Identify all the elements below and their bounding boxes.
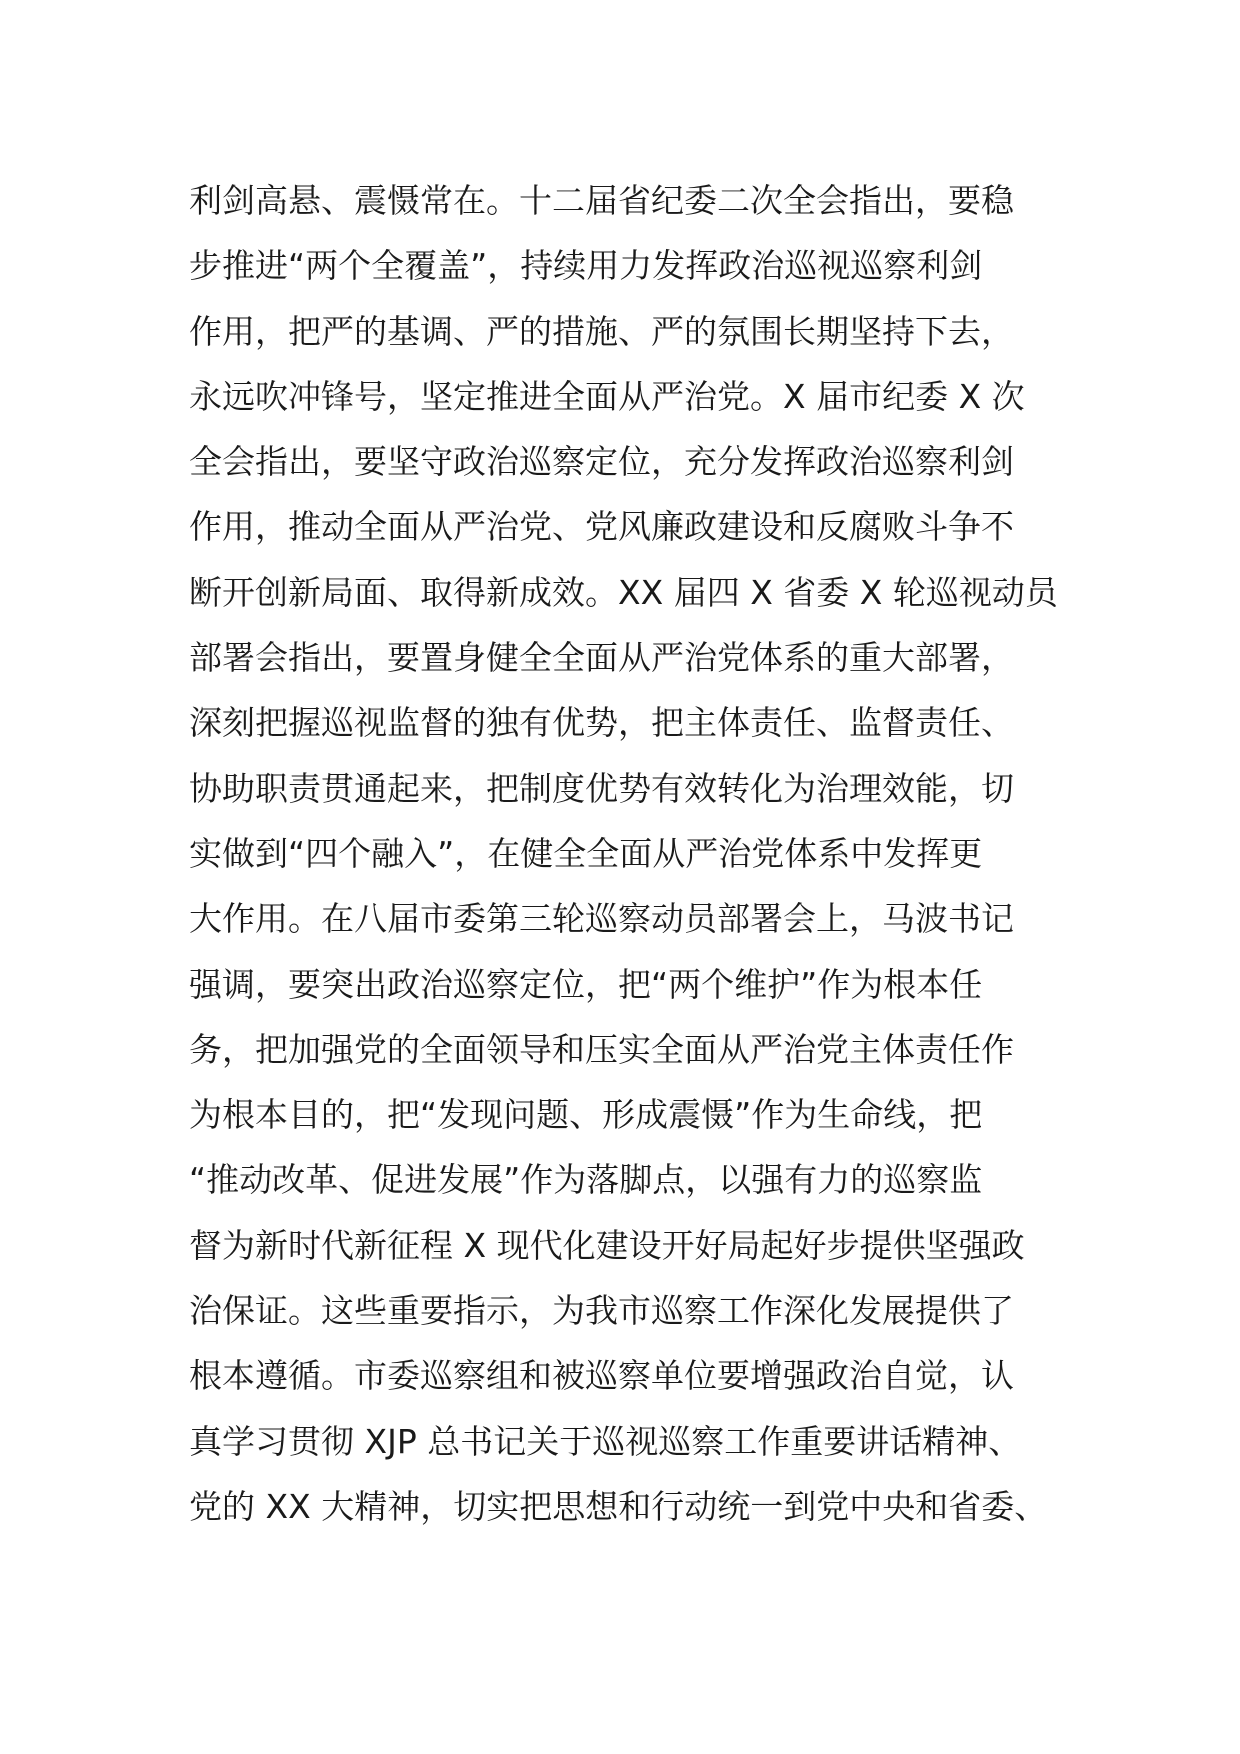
text-line: 真学习贯彻 XJP 总书记关于巡视巡察工作重要讲话精神、: [189, 1421, 1022, 1461]
text-line: 部署会指出，要置身健全全面从严治党体系的重大部署，: [189, 638, 1014, 678]
text-line: 强调，要突出政治巡察定位，把“两个维护”作为根本任: [189, 964, 983, 1004]
text-line: 利剑高悬、震慑常在。十二届省纪委二次全会指出，要稳: [189, 181, 1014, 220]
text-line: 务，把加强党的全面领导和压实全面从严治党主体责任作: [189, 1029, 1014, 1069]
body-paragraph: [189, 168, 1069, 1539]
text-line: 督为新时代新征程 X 现代化建设开好局起好步提供坚强政: [189, 1225, 1025, 1265]
text-line: 大作用。在八届市委第三轮巡察动员部署会上，马波书记: [189, 899, 1014, 939]
text-line: 根本遵循。市委巡察组和被巡察单位要增强政治自觉，认: [189, 1356, 1014, 1396]
text-line: 步推进“两个全覆盖”，持续用力发挥政治巡视巡察利剑: [189, 246, 983, 286]
text-line: 作用，把严的基调、严的措施、严的氛围长期坚持下去，: [189, 311, 1014, 351]
text-line: 断开创新局面、取得新成效。XX 届四 X 省委 X 轮巡视动员: [189, 572, 1058, 612]
text-line: 全会指出，要坚守政治巡察定位，充分发挥政治巡察利剑: [189, 442, 1014, 482]
text-line: 协助职责贯通起来，把制度优势有效转化为治理效能，切: [189, 768, 1014, 808]
text-line: 党的 XX 大精神，切实把思想和行动统一到党中央和省委、: [189, 1486, 1048, 1526]
text-line: 治保证。这些重要指示，为我市巡察工作深化发展提供了: [189, 1291, 1014, 1331]
text-line: 作用，推动全面从严治党、党风廉政建设和反腐败斗争不: [189, 507, 1014, 547]
text-line: 为根本目的，把“发现问题、形成震慑”作为生命线，把: [189, 1095, 983, 1135]
text-line: 实做到“四个融入”，在健全全面从严治党体系中发挥更: [189, 833, 983, 873]
text-line: “推动改革、促进发展”作为落脚点，以强有力的巡察监: [189, 1160, 983, 1200]
text-line: 深刻把握巡视监督的独有优势，把主体责任、监督责任、: [189, 703, 1014, 743]
text-line: 永远吹冲锋号，坚定推进全面从严治党。X 届市纪委 X 次: [189, 376, 1025, 416]
